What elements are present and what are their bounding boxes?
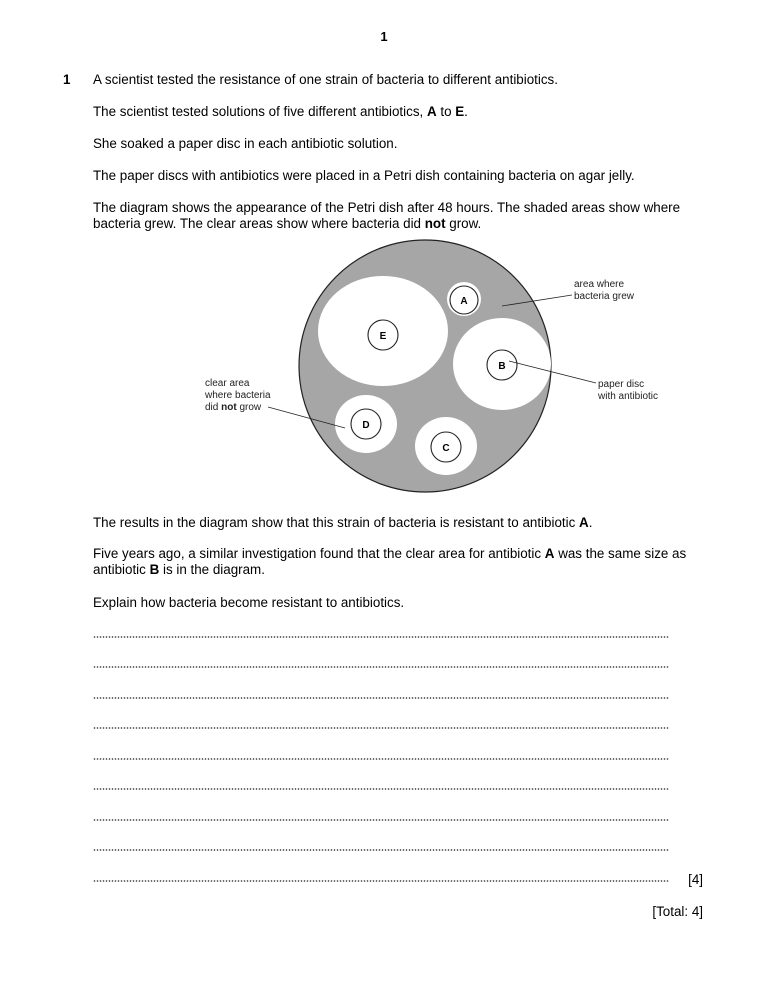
disc-label-a: A bbox=[460, 296, 468, 307]
answer-line-2[interactable] bbox=[93, 666, 669, 668]
intro-paragraph-2: The scientist tested solutions of five different antibiotics, A to E. bbox=[93, 104, 468, 119]
disc-label-d: D bbox=[362, 420, 370, 431]
answer-line-8[interactable] bbox=[93, 849, 669, 851]
answer-line-9[interactable] bbox=[93, 880, 669, 882]
question-prompt: Explain how bacteria become resistant to antibiotics. bbox=[93, 595, 405, 610]
follow-up-paragraph-1: The results in the diagram show that this strain of bacteria is resistant to antibiotic A. bbox=[93, 515, 593, 530]
label-clear-area: clear area where bacteria did not grow bbox=[205, 378, 271, 413]
disc-label-b: B bbox=[498, 361, 506, 372]
intro-paragraph-3: She soaked a paper disc in each antibiotic solution. bbox=[93, 136, 398, 151]
answer-line-7[interactable] bbox=[93, 819, 669, 821]
label-paper-disc: paper disc with antibiotic bbox=[598, 379, 659, 402]
intro-paragraph-5: The diagram shows the appearance of the Petri dish after 48 hours. The shaded areas show where bacteria grew. The clear areas show where bacteria did not grow. bbox=[93, 200, 681, 231]
follow-up-paragraph-2: Five years ago, a similar investigation found that the clear area for antibiotic A was the same size as antibiotic B is in the diagram. bbox=[93, 546, 687, 577]
intro-paragraph-1: A scientist tested the resistance of one strain of bacteria to different antibiotics. bbox=[93, 72, 558, 87]
answer-line-3[interactable] bbox=[93, 697, 669, 699]
disc-label-c: C bbox=[442, 443, 450, 454]
page-number: 1 bbox=[380, 29, 388, 44]
total-marks-label: [Total: 4] bbox=[652, 904, 703, 919]
marks-label: [4] bbox=[688, 872, 703, 887]
question-number: 1 bbox=[63, 72, 71, 87]
petri-dish bbox=[299, 240, 551, 492]
answer-line-4[interactable] bbox=[93, 727, 669, 729]
disc-label-e: E bbox=[379, 331, 387, 342]
answer-line-5[interactable] bbox=[93, 758, 669, 760]
answer-line-6[interactable] bbox=[93, 788, 669, 790]
intro-paragraph-4: The paper discs with antibiotics were placed in a Petri dish containing bacteria on agar jelly. bbox=[93, 168, 635, 183]
label-bacteria-grew: area where bacteria grew bbox=[574, 279, 635, 302]
answer-line-1[interactable] bbox=[93, 636, 669, 638]
